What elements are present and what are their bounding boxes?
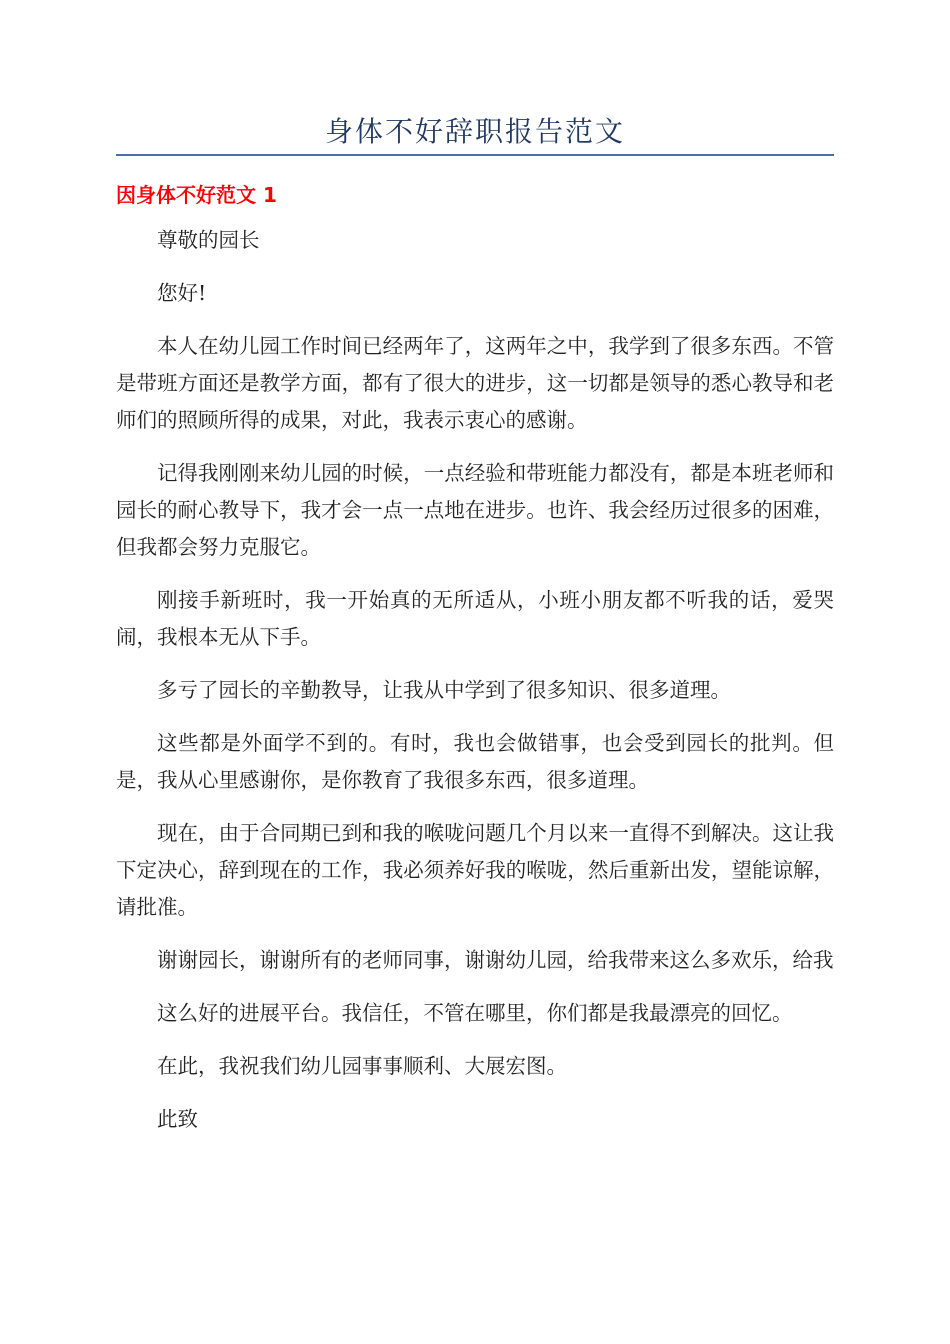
body-paragraph: 这么好的进展平台。我信任，不管在哪里，你们都是我最漂亮的回忆。: [157, 1001, 793, 1025]
body-paragraph: 本人在幼儿园工作时间已经两年了，这两年之中，我学到了很多东西。不管是带班方面还是教学方面，都有了很大的进步，这一切都是领导的悉心教导和老师们的照顾所得的成果，对此，我表示衷心的感谢。: [116, 334, 834, 432]
greeting: 您好!: [157, 281, 207, 305]
title-underline-divider: [116, 154, 834, 156]
closing: 此致: [157, 1107, 198, 1131]
body-paragraph: 现在，由于合同期已到和我的喉咙问题几个月以来一直得不到解决。这让我下定决心，辞到现在的工作，我必须养好我的喉咙，然后重新出发，望能谅解，请批准。: [116, 821, 834, 919]
body-paragraph: 谢谢园长，谢谢所有的老师同事，谢谢幼儿园，给我带来这么多欢乐，给我: [157, 948, 834, 972]
body-paragraph: 刚接手新班时，我一开始真的无所适从，小班小朋友都不听我的话，爱哭闹，我根本无从下手。: [116, 588, 834, 649]
document-title: 身体不好辞职报告范文: [324, 115, 625, 148]
body-paragraph: 多亏了园长的辛勤教导，让我从中学到了很多知识、很多道理。: [157, 678, 731, 702]
salutation: 尊敬的园长: [157, 228, 260, 252]
body-paragraph: 这些都是外面学不到的。有时，我也会做错事，也会受到园长的批判。但是，我从心里感谢你，是你教育了我很多东西，很多道理。: [116, 731, 834, 792]
body-paragraph: 记得我刚刚来幼儿园的时候，一点经验和带班能力都没有，都是本班老师和园长的耐心教导下，我才会一点一点地在进步。也许、我会经历过很多的困难，但我都会努力克服它。: [116, 461, 834, 559]
section-heading: 因身体不好范文 1: [116, 183, 277, 207]
body-paragraph: 在此，我祝我们幼儿园事事顺利、大展宏图。: [157, 1054, 567, 1078]
document-body: [116, 222, 834, 1154]
